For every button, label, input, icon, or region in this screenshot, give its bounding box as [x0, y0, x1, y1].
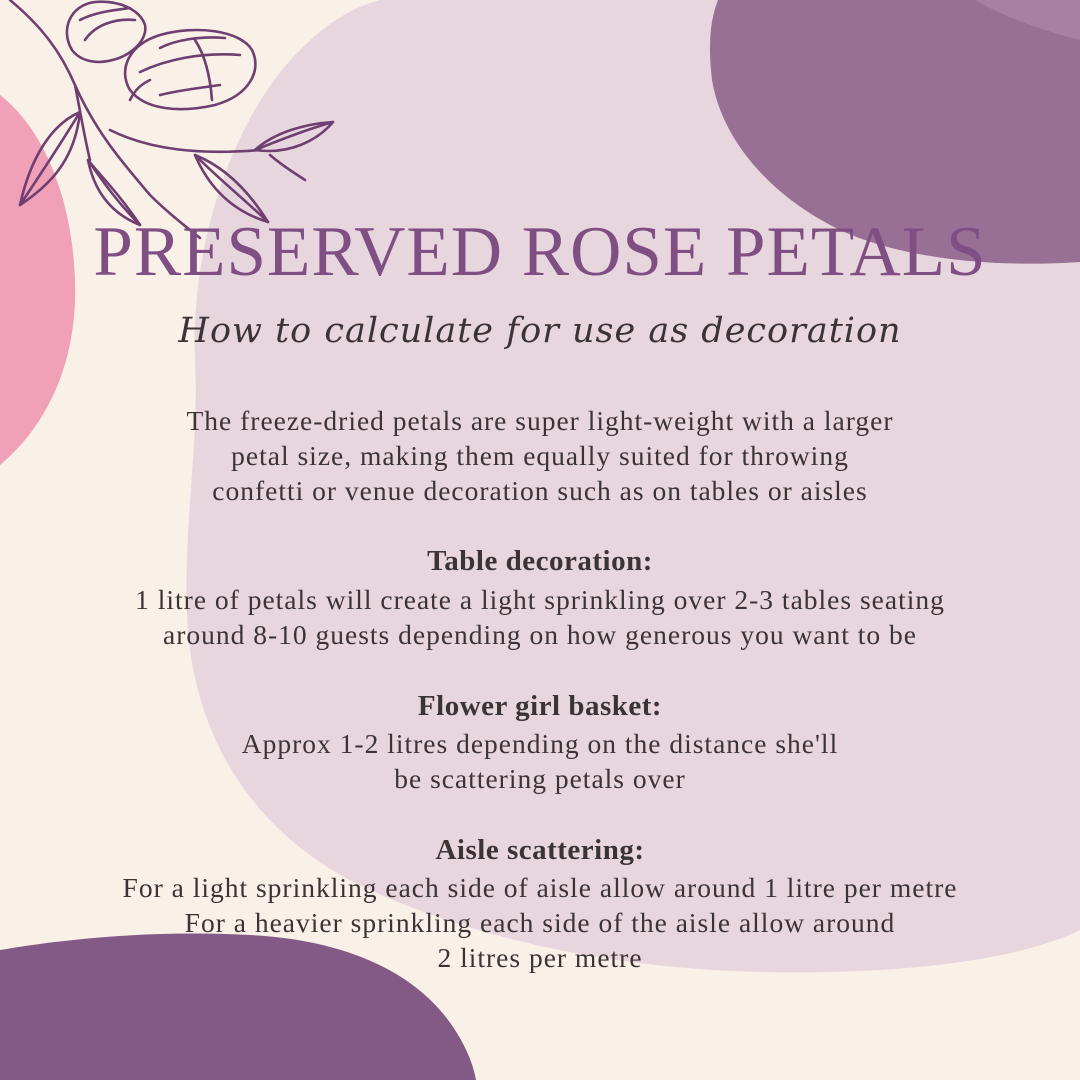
intro-line: confetti or venue decoration such as on tables or aisles	[212, 475, 868, 506]
section-line: 2 litres per metre	[437, 942, 643, 973]
section-line: be scattering petals over	[394, 763, 686, 794]
page-title: PRESERVED ROSE PETALS	[93, 213, 987, 291]
section-heading-flower-girl: Flower girl basket:	[417, 690, 663, 722]
intro-line: petal size, making them equally suited for throwing	[231, 440, 849, 471]
section-heading-table: Table decoration:	[427, 545, 653, 577]
section-line: For a heavier sprinkling each side of the aisle allow around	[184, 907, 896, 938]
section-heading-aisle: Aisle scattering:	[435, 834, 645, 866]
section-line: around 8-10 guests depending on how generous you want to be	[162, 619, 917, 650]
page-subtitle: How to calculate for use as decoration	[178, 311, 902, 351]
section-line: For a light sprinkling each side of aisle allow around 1 litre per metre	[122, 872, 958, 903]
section-line: Approx 1-2 litres depending on the distance she'll	[241, 728, 839, 759]
intro-line: The freeze-dried petals are super light-weight with a larger	[186, 405, 894, 436]
section-line: 1 litre of petals will create a light sprinkling over 2-3 tables seating	[135, 584, 945, 615]
